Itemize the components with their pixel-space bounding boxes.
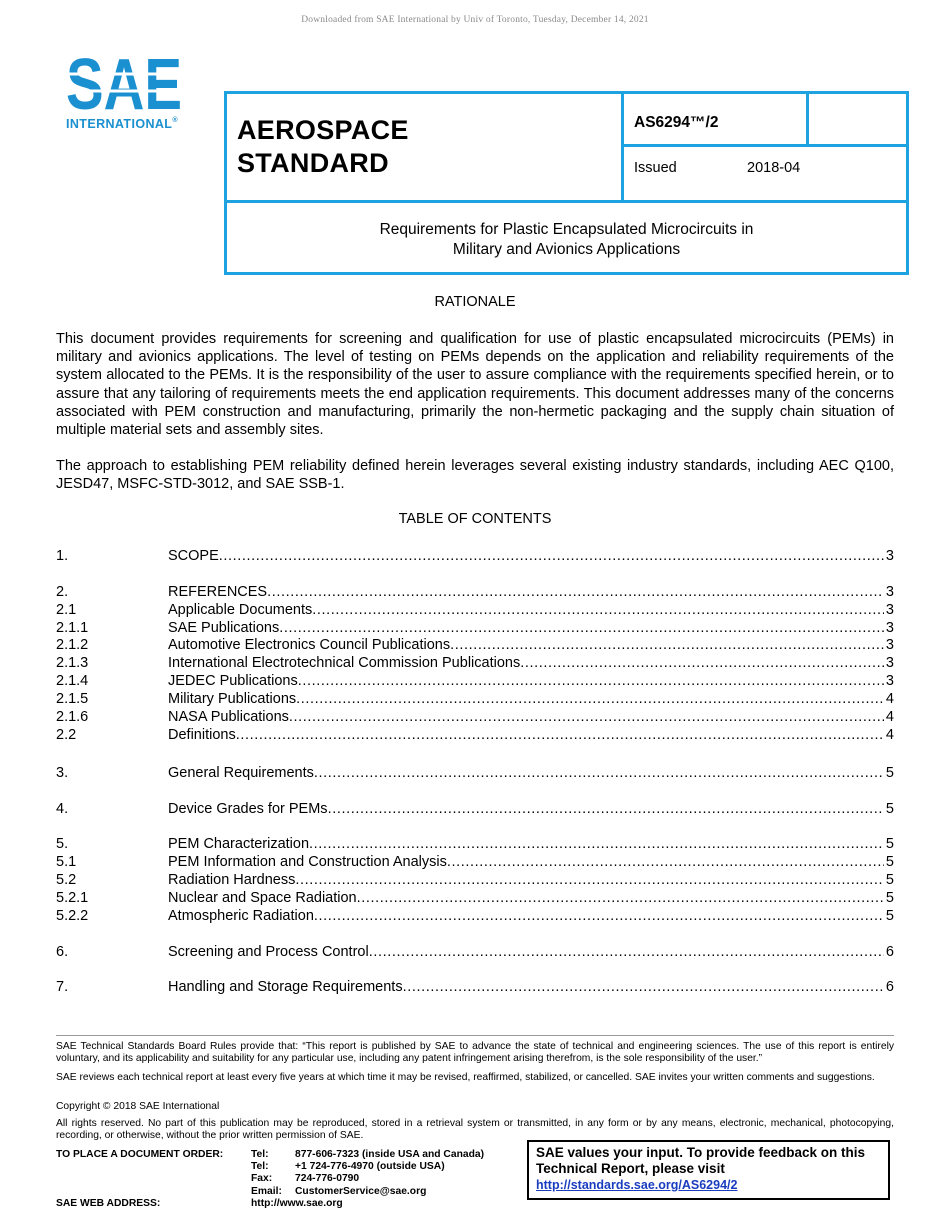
sae-logo-mark (66, 54, 184, 112)
tel1-label: Tel: (251, 1149, 269, 1160)
tel2-value[interactable]: +1 724-776-4970 (outside USA) (295, 1161, 445, 1172)
tel2-label: Tel: (251, 1161, 269, 1172)
tel1-value[interactable]: 877-606-7323 (inside USA and Canada) (295, 1149, 485, 1160)
doc-title-line2: Military and Avionics Applications (452, 241, 681, 258)
rationale-heading: RATIONALE (434, 294, 516, 310)
issued-box (621, 144, 909, 203)
doc-type-box (224, 91, 624, 203)
sae-logo (66, 54, 191, 134)
doc-type-line1: AEROSPACE (237, 115, 409, 145)
doc-title (227, 220, 906, 260)
toc-entry[interactable]: 2.1.2 Automotive Electronics Council Publications ..... 3 (56, 637, 894, 655)
download-notice: Downloaded from SAE International by Univ of Toronto, Tuesday, December 14, 2021 (301, 15, 649, 25)
doc-title-box (224, 200, 909, 275)
web-link[interactable]: http://www.sae.org (251, 1198, 343, 1209)
toc-entry[interactable]: 7. Handling and Storage Requirements ..... 6 (56, 979, 894, 997)
feedback-box (527, 1140, 890, 1200)
email-value[interactable]: CustomerService@sae.org (295, 1186, 427, 1197)
board-rules-text: SAE Technical Standards Board Rules provide that: “This report is published by SAE to advance the state of technical and engineering sciences. The use of this report is entirely voluntary, and its applicability and suitability for any particular use, including any patent infringement arising therefrom, is the sole responsibility of the user.” (56, 1041, 894, 1065)
toc-entry[interactable]: 2.1.6 NASA Publications ..... 4 (56, 709, 894, 727)
order-label: TO PLACE A DOCUMENT ORDER: (56, 1149, 224, 1160)
toc-entry[interactable]: 2.2 Definitions ..... 4 (56, 727, 894, 745)
toc-entry[interactable]: 2.1.5 Military Publications ..... 4 (56, 691, 894, 709)
toc-entry[interactable]: 1. SCOPE ..... 3 (56, 548, 894, 566)
doc-number-box (621, 91, 809, 147)
toc-entry[interactable]: 6. Screening and Process Control ..... 6 (56, 944, 894, 962)
review-text: SAE reviews each technical report at least every five years at which time it may be revised, reaffirmed, stabilized, or cancelled. SAE invites your written comments and suggestions. (56, 1072, 875, 1083)
logo-wordmark: INTERNATIONAL® (66, 117, 178, 131)
rationale-paragraph-2: The approach to establishing PEM reliability defined herein leverages several existing industry standards, including AEC Q100, JESD47, MSFC-STD-3012, and SAE SSB-1. (56, 458, 894, 493)
toc-entry[interactable]: 5.2.2 Atmospheric Radiation ..... 5 (56, 908, 894, 926)
feedback-line1: SAE values your input. To provide feedback on this (536, 1145, 866, 1160)
logo-mark-text: SAE (66, 54, 182, 112)
toc-entry[interactable]: 2.1.4 JEDEC Publications ..... 3 (56, 673, 894, 691)
toc-heading: TABLE OF CONTENTS (398, 511, 552, 527)
fax-label: Fax: (251, 1173, 273, 1184)
toc-entry[interactable]: 5.1 PEM Information and Construction Analysis ..... 5 (56, 854, 894, 872)
copyright: Copyright © 2018 SAE International (56, 1101, 220, 1112)
issued-date: 2018-04 (747, 160, 801, 176)
footer-divider (56, 1035, 894, 1036)
toc-entry[interactable]: 2.1.1 SAE Publications ..... 3 (56, 620, 894, 638)
doc-number: AS6294™/2 (634, 114, 719, 131)
fax-value: 724-776-0790 (295, 1173, 360, 1184)
feedback-link[interactable]: http://standards.sae.org/AS6294/2 (536, 1178, 738, 1192)
toc-entry[interactable]: 5.2 Radiation Hardness ..... 5 (56, 872, 894, 890)
feedback-line2: Technical Report, please visit (536, 1161, 725, 1176)
web-label: SAE WEB ADDRESS: (56, 1198, 161, 1209)
toc-entry[interactable]: 5.2.1 Nuclear and Space Radiation ..... 5 (56, 890, 894, 908)
doc-type (237, 114, 409, 180)
blank-header-box (806, 91, 909, 147)
table-of-contents (56, 548, 894, 997)
rights-text: All rights reserved. No part of this publication may be reproduced, stored in a retrieval system or transmitted, in any form or by any means, electronic, mechanical, photocopying, recording, or otherwise, without the prior written permission of SAE. (56, 1118, 894, 1142)
issued-label: Issued (634, 160, 677, 176)
toc-entry[interactable]: 3. General Requirements ..... 5 (56, 765, 894, 783)
toc-entry[interactable]: 2.1.3 International Electrotechnical Commission Publications ..... 3 (56, 655, 894, 673)
toc-entry[interactable]: 5. PEM Characterization ..... 5 (56, 836, 894, 854)
toc-entry[interactable]: 4. Device Grades for PEMs ..... 5 (56, 801, 894, 819)
doc-title-line1: Requirements for Plastic Encapsulated Microcircuits in (379, 221, 754, 238)
toc-entry[interactable]: 2. REFERENCES ..... 3 (56, 584, 894, 602)
doc-type-line2: STANDARD (237, 148, 389, 178)
email-label: Email: (251, 1186, 282, 1197)
rationale-paragraph-1: This document provides requirements for screening and qualification for use of plastic encapsulated microcircuits (PEMs) in military and avionics applications. The level of testing on PEMs depends on the application and reliability requirements of the system allocated to the PEMs. It is the responsibility of the user to assure compliance with the requirements specified herein, or to assure that any tailoring of requirements meets the end application requirements. This document addresses many of the concerns associated with PEM construction and manufacturing, primarily the non-hermetic packaging and the supply chain situation of multiple material sets and assembly sites. (56, 331, 894, 439)
toc-entry[interactable]: 2.1 Applicable Documents ..... 3 (56, 602, 894, 620)
